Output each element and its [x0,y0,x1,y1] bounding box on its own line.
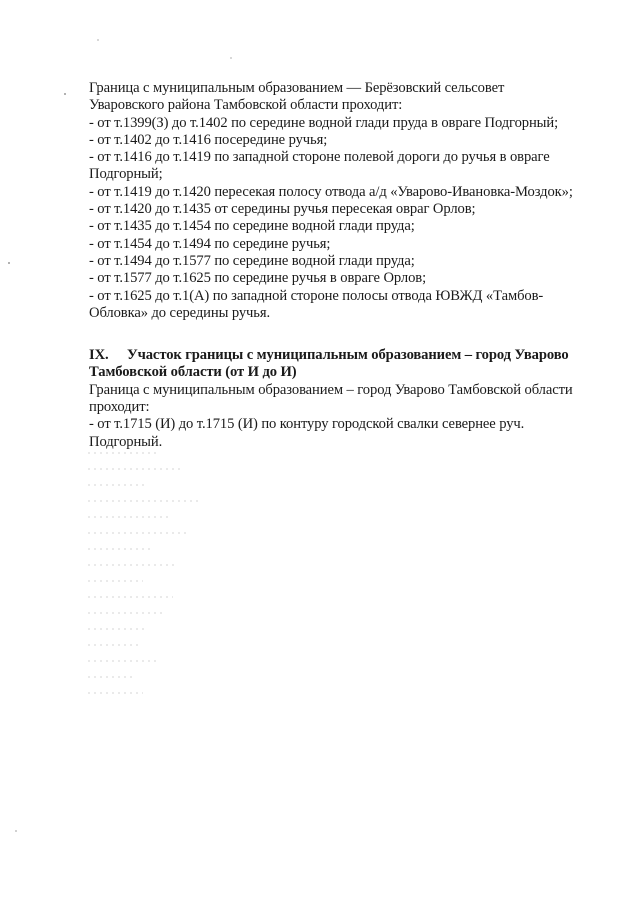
section-heading [89,347,609,382]
scan-speck [97,39,99,41]
intro-line: Граница с муниципальным образованием — Берёзовский сельсовет [89,80,505,96]
list-item: - от т.1454 до т.1494 по середине ручья; [89,235,331,252]
list-item: - от т.1577 до т.1625 по середине ручья в овраге Орлов; [89,270,427,287]
section-body-line: - от т.1715 (И) до т.1715 (И) по контуру городской свалки севернее руч. [89,416,525,433]
section-body [89,382,609,451]
list-item: - от т.1494 до т.1577 по середине водной глади пруда; [89,252,415,269]
intro-line: Уваровского района Тамбовской области проходит: [89,97,403,114]
intro-paragraph [89,80,609,115]
section-heading-line [89,347,609,364]
list-item: - от т.1625 до т.1(А) по западной стороне полосы отвода ЮВЖД «Тамбов- [89,287,544,304]
list-item: - от т.1399(З) до т.1402 по середине водной глади пруда в овраге Подгорный; [89,114,559,131]
document-text [89,80,609,451]
section-body-line: проходит: [89,399,150,416]
scan-speck [64,93,66,95]
scan-speck [230,57,232,59]
scan-speck [8,262,10,264]
scan-bleed-through [88,452,208,737]
list-item: Обловка» до середины ручья. [89,304,271,321]
list-item: - от т.1402 до т.1416 посередине ручья; [89,131,328,148]
list-item: - от т.1420 до т.1435 от середины ручья пересекая овраг Орлов; [89,201,476,218]
list-item: - от т.1416 до т.1419 по западной стороне полевой дороги до ручья в овраге [89,149,550,166]
list-item: - от т.1419 до т.1420 пересекая полосу отвода а/д «Уварово-Ивановка-Моздок»; [89,183,573,200]
list-item: - от т.1435 до т.1454 по середине водной глади пруда; [89,218,415,235]
scan-speck [15,830,17,832]
section-title-continuation: Тамбовской области (от И до И) [89,364,297,381]
list-item: Подгорный; [89,166,163,183]
section-body-line: Подгорный. [89,433,163,450]
section-number: IX. [89,347,109,364]
section-body-line: Граница с муниципальным образованием – город Уварово Тамбовской области [89,381,573,398]
section-title: Участок границы с муниципальным образованием – город Уварово [127,347,569,364]
boundary-items-list [89,115,609,323]
